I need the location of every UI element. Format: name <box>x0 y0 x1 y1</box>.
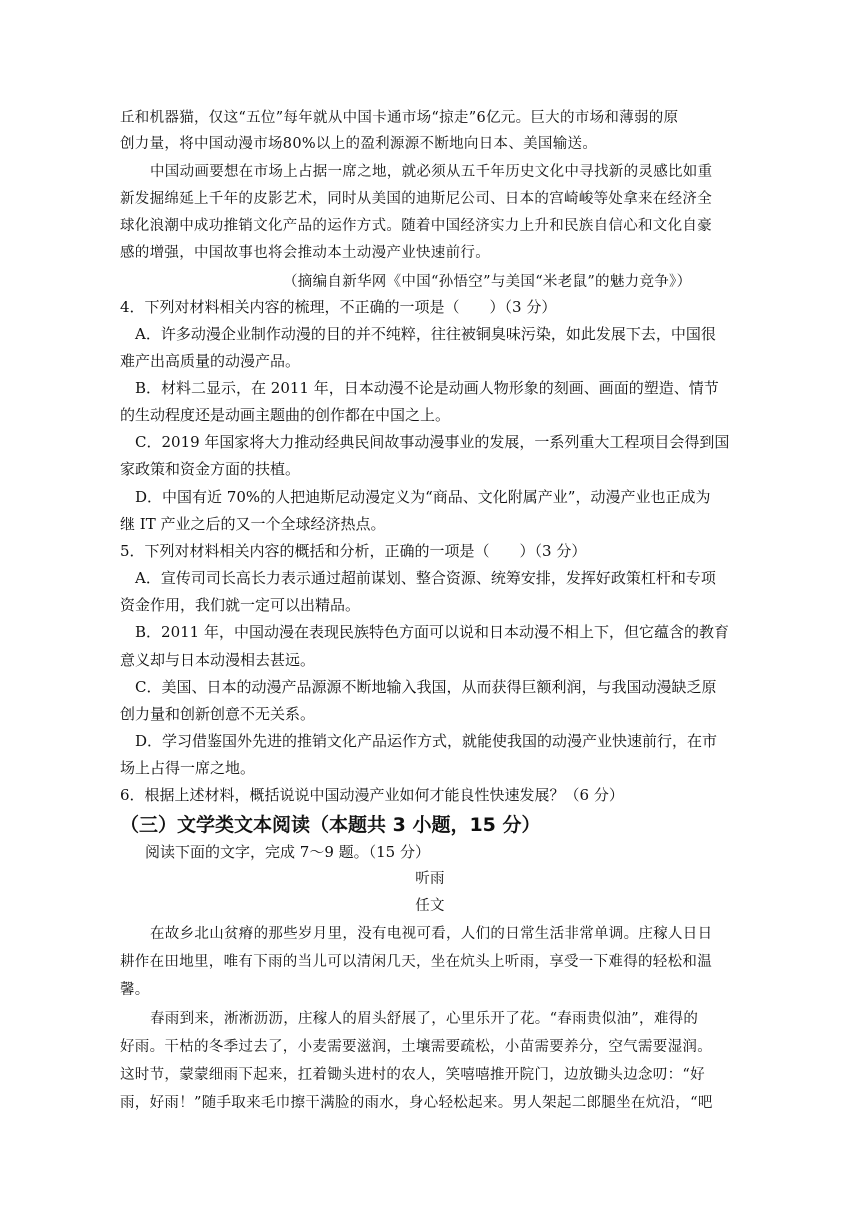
question-6-stem: 6．根据上述材料，概括说说中国动漫产业如何才能良性快速发展？（6 分） <box>120 786 624 804</box>
story-line: 耕作在田地里，唯有下雨的当儿可以清闲几天，坐在炕头上听雨，享受一下难得的轻松和温 <box>120 954 712 970</box>
question-5-option-a-cont: 资金作用，我们就一定可以出精品。 <box>120 596 361 614</box>
question-4-stem: 4．下列对材料相关内容的梳理，不正确的一项是（ ）（3 分） <box>120 298 557 316</box>
story-line: 好雨。干枯的冬季过去了，小麦需要滋润，土壤需要疏松，小苗需要养分，空气需要湿润。 <box>120 1039 712 1055</box>
story-line: 在故乡北山贫瘠的那些岁月里，没有电视可看，人们的日常生活非常单调。庄稼人日日 <box>150 926 713 942</box>
story-author: 任文 <box>415 898 445 914</box>
story-line: 馨。 <box>120 982 150 998</box>
question-5-option-c: C．美国、日本的动漫产品源源不断地输入我国，从而获得巨额利润，与我国动漫缺乏原 <box>135 678 717 696</box>
question-4-option-b-cont: 的生动程度还是动画主题曲的创作都在中国之上。 <box>120 406 451 424</box>
question-5-option-b-cont: 意义却与日本动漫相去甚远。 <box>120 651 316 669</box>
source-citation: （摘编自新华网《中国“孙悟空”与美国“米老鼠”的魅力竞争》） <box>283 274 692 290</box>
question-4-option-d-cont: 继 IT 产业之后的又一个全球经济热点。 <box>120 515 386 533</box>
question-4-option-d: D．中国有近 70%的人把迪斯尼动漫定义为“商品、文化附属产业”，动漫产业也正成为 <box>135 488 711 506</box>
question-5-stem: 5．下列对材料相关内容的概括和分析，正确的一项是（ ）（3 分） <box>120 542 587 560</box>
passage-line: 创力量，将中国动漫市场80%以上的盈利源源不断地向日本、美国输送。 <box>120 136 598 152</box>
question-5-option-c-cont: 创力量和创新创意不无关系。 <box>120 705 316 723</box>
story-line: 这时节，蒙蒙细雨下起来，扛着锄头进村的农人，笑嘻嘻推开院门，边放锄头边念叨：“好 <box>120 1067 705 1083</box>
question-5-option-a: A．宣传司司长高长力表示通过超前谋划、整合资源、统筹安排，发挥好政策杠杆和专项 <box>135 569 716 587</box>
question-4-option-a-cont: 难产出高质量的动漫产品。 <box>120 352 301 370</box>
question-4-option-a: A．许多动漫企业制作动漫的目的并不纯粹，往往被铜臭味污染，如此发展下去，中国很 <box>135 325 716 343</box>
passage-line: 新发掘绵延上千年的皮影艺术，同时从美国的迪斯尼公司、日本的宫崎峻等处拿来在经济全 <box>120 191 712 207</box>
question-5-option-d-cont: 场上占得一席之地。 <box>120 759 256 777</box>
reading-instruction: 阅读下面的文字，完成 7～9 题。（15 分） <box>145 843 430 861</box>
passage-line: 丘和机器猫，仅这“五位”每年就从中国卡通市场“掠走”6亿元。巨大的市场和薄弱的原 <box>120 110 679 126</box>
passage-line: 球化浪潮中成功推销文化产品的运作方式。随着中国经济实力上升和民族自信心和文化自豪 <box>120 218 712 234</box>
passage-line: 中国动画要想在市场上占据一席之地，就必须从五千年历史文化中寻找新的灵感比如重 <box>150 164 713 180</box>
story-line: 雨，好雨！”随手取来毛巾擦干满脸的雨水，身心轻松起来。男人架起二郎腿坐在炕沿，“吧 <box>120 1095 713 1111</box>
passage-line: 感的增强，中国故事也将会推动本土动漫产业快速前行。 <box>120 245 490 261</box>
question-4-option-c-cont: 家政策和资金方面的扶植。 <box>120 460 301 478</box>
story-title: 听雨 <box>415 871 445 887</box>
question-4-option-c: C．2019 年国家将大力推动经典民间故事动漫事业的发展，一系列重大工程项目会得到国 <box>135 433 730 451</box>
question-5-option-d: D．学习借鉴国外先进的推销文化产品运作方式，就能使我国的动漫产业快速前行，在市 <box>135 732 718 750</box>
question-4-option-b: B．材料二显示，在 2011 年，日本动漫不论是动画人物形象的刻画、画面的塑造、情节 <box>135 379 719 397</box>
section-heading: （三）文学类文本阅读（本题共 3 小题，15 分） <box>120 814 541 836</box>
question-5-option-b: B．2011 年，中国动漫在表现民族特色方面可以说和日本动漫不相上下，但它蕴含的教育 <box>135 623 729 641</box>
story-line: 春雨到来，淅淅沥沥，庄稼人的眉头舒展了，心里乐开了花。“春雨贵似油”，难得的 <box>150 1011 699 1027</box>
